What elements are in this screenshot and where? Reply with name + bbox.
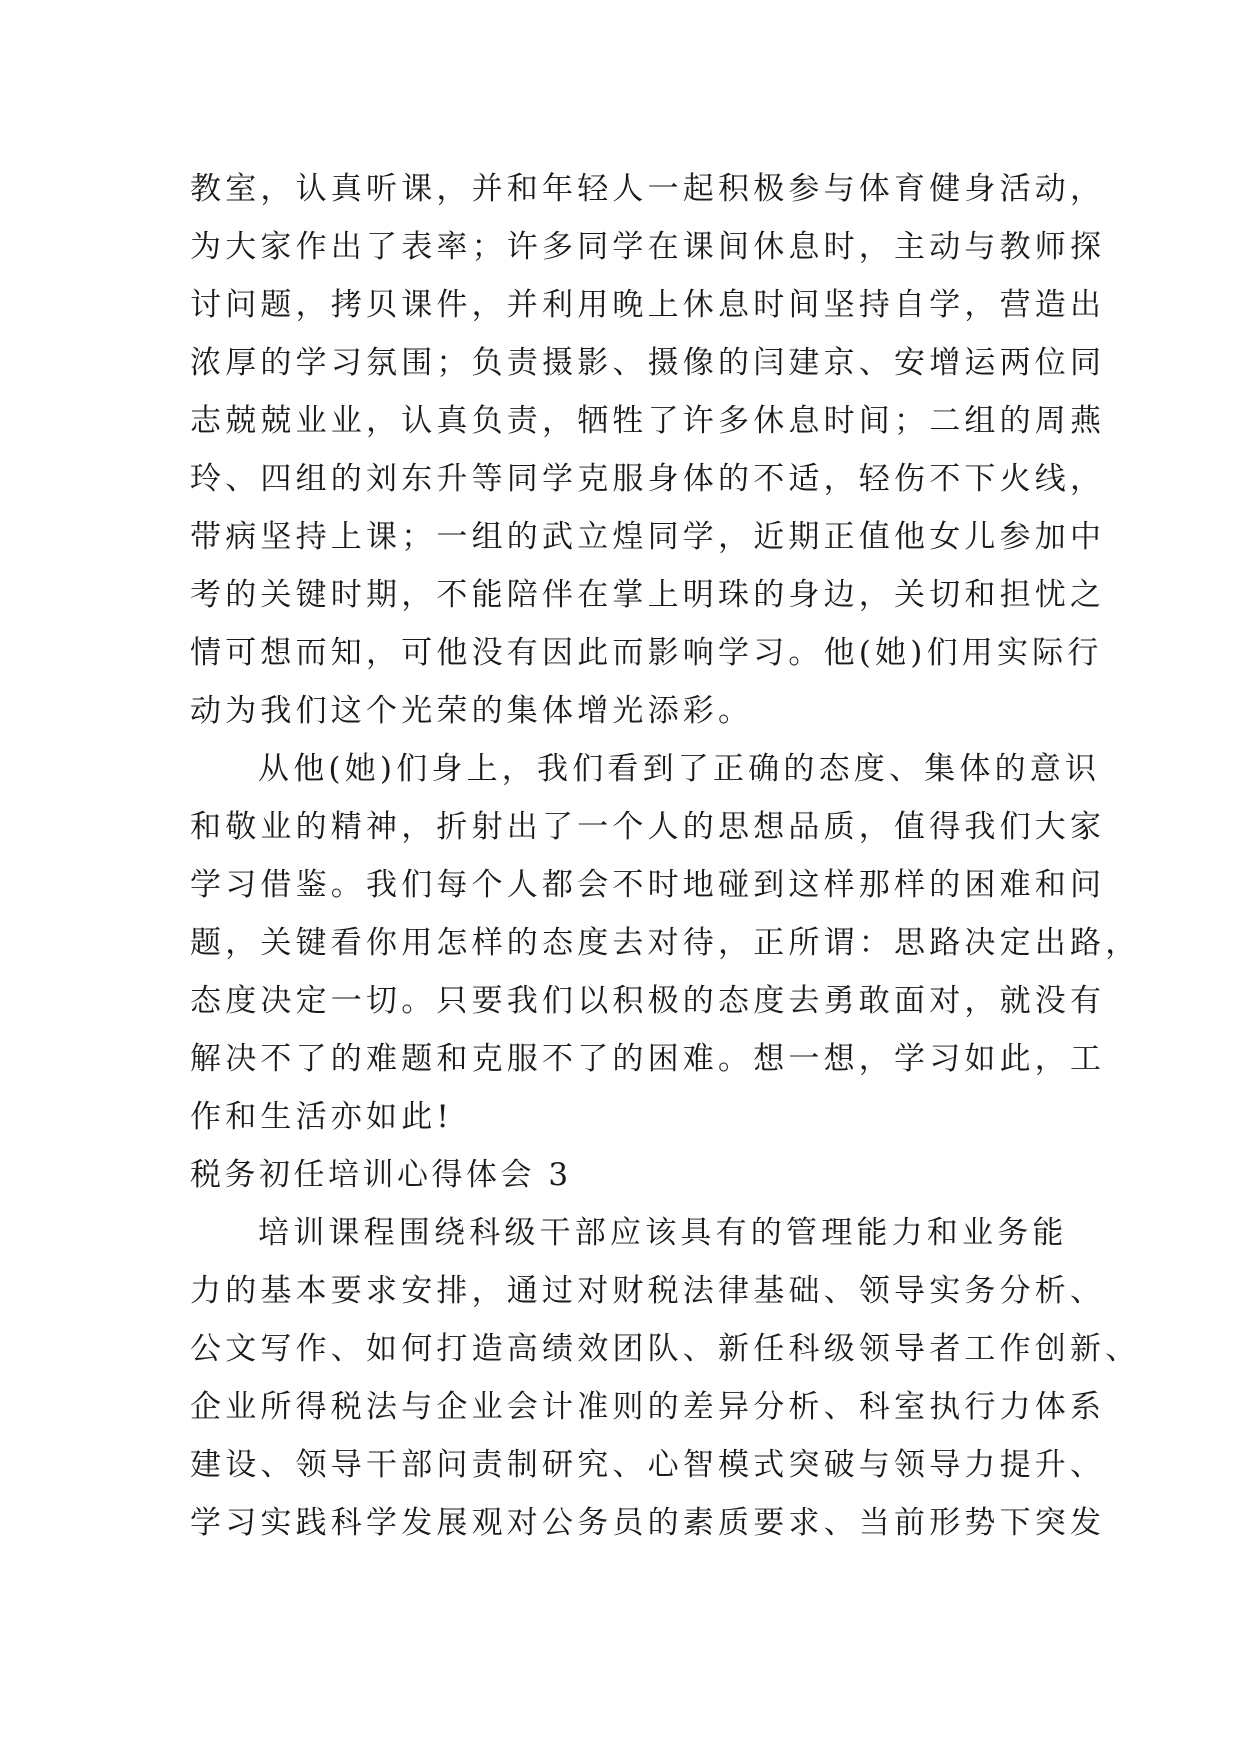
text-line: 学习实践科学发展观对公务员的素质要求、当前形势下突发 bbox=[190, 1505, 1106, 1541]
text-line: 玲、四组的刘东升等同学克服身体的不适，轻伤不下火线， bbox=[190, 461, 1106, 497]
text-line: 浓厚的学习氛围；负责摄影、摄像的闫建京、安增运两位同 bbox=[190, 345, 1106, 381]
text-line: 情可想而知，可他没有因此而影响学习。他(她)们用实际行 bbox=[190, 635, 1103, 671]
text-line: 作和生活亦如此! bbox=[190, 1099, 454, 1135]
text-line: 学习借鉴。我们每个人都会不时地碰到这样那样的困难和问 bbox=[190, 867, 1106, 903]
text-line: 动为我们这个光荣的集体增光添彩。 bbox=[190, 693, 754, 729]
text-line: 带病坚持上课；一组的武立煌同学，近期正值他女儿参加中 bbox=[190, 519, 1106, 555]
text-line: 态度决定一切。只要我们以积极的态度去勇敢面对，就没有 bbox=[190, 983, 1106, 1019]
text-line: 为大家作出了表率；许多同学在课间休息时，主动与教师探 bbox=[190, 229, 1106, 265]
text-line: 从他(她)们身上，我们看到了正确的态度、集体的意识 bbox=[258, 751, 1101, 787]
document-body bbox=[190, 160, 1141, 1552]
text-line: 培训课程围绕科级干部应该具有的管理能力和业务能 bbox=[258, 1215, 1068, 1251]
text-line: 和敬业的精神，折射出了一个人的思想品质，值得我们大家 bbox=[190, 809, 1106, 845]
text-line: 建设、领导干部问责制研究、心智模式突破与领导力提升、 bbox=[190, 1447, 1106, 1483]
section-heading: 税务初任培训心得体会 3 bbox=[190, 1157, 572, 1193]
text-line: 志兢兢业业，认真负责，牺牲了许多休息时间；二组的周燕 bbox=[190, 403, 1106, 439]
text-line: 公文写作、如何打造高绩效团队、新任科级领导者工作创新、 bbox=[190, 1331, 1141, 1367]
text-line: 企业所得税法与企业会计准则的差异分析、科室执行力体系 bbox=[190, 1389, 1106, 1425]
text-line: 力的基本要求安排，通过对财税法律基础、领导实务分析、 bbox=[190, 1273, 1106, 1309]
text-line: 解决不了的难题和克服不了的困难。想一想，学习如此，工 bbox=[190, 1041, 1106, 1077]
text-line: 题，关键看你用怎样的态度去对待，正所谓：思路决定出路， bbox=[190, 925, 1141, 961]
text-line: 教室，认真听课，并和年轻人一起积极参与体育健身活动， bbox=[190, 171, 1106, 207]
text-line: 考的关键时期，不能陪伴在掌上明珠的身边，关切和担忧之 bbox=[190, 577, 1106, 613]
text-line: 讨问题，拷贝课件，并利用晚上休息时间坚持自学，营造出 bbox=[190, 287, 1106, 323]
